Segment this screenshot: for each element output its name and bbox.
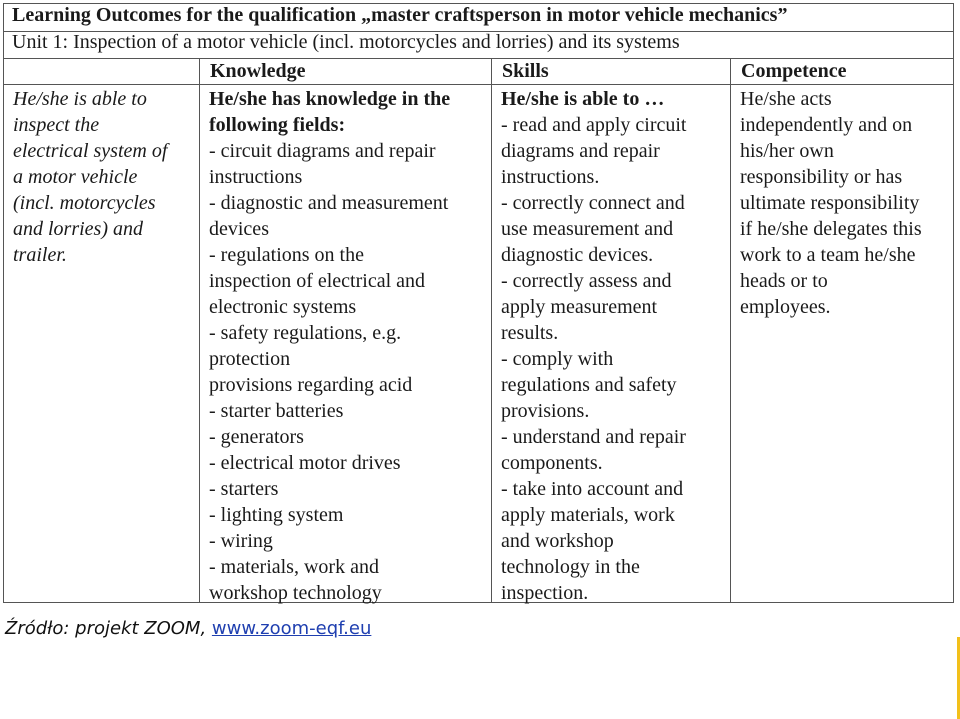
outcome-header	[4, 58, 199, 85]
source-caption	[5, 618, 371, 639]
skills-line: inspection.	[501, 582, 589, 604]
source-label: Źródło: projekt ZOOM,	[5, 618, 212, 639]
outcome-line: trailer.	[13, 244, 67, 266]
skills-line: - take into account and	[501, 478, 684, 500]
competence-line: heads or to	[740, 270, 828, 292]
skills-line: instructions.	[501, 166, 600, 188]
knowledge-line: following fields:	[209, 114, 346, 136]
competence-line: if he/she delegates this	[740, 218, 922, 240]
outcome-column	[4, 58, 200, 602]
skills-line: technology in the	[501, 556, 640, 578]
knowledge-line: - circuit diagrams and repair	[209, 140, 436, 162]
skills-line: apply measurement	[501, 296, 658, 318]
skills-line: diagrams and repair	[501, 140, 660, 162]
competence-line: ultimate responsibility	[740, 192, 920, 214]
knowledge-line: devices	[209, 218, 269, 240]
competence-column	[731, 58, 953, 602]
knowledge-line: inspection of electrical and	[209, 270, 426, 292]
skills-header: Skills	[492, 58, 730, 85]
knowledge-line: - starters	[209, 478, 279, 500]
knowledge-header: Knowledge	[200, 58, 491, 85]
knowledge-line: protection	[209, 348, 291, 370]
outcome-line: electrical system of	[13, 140, 168, 162]
skills-line: - correctly assess and	[501, 270, 672, 292]
skills-line: - read and apply circuit	[501, 114, 687, 136]
outcome-line: and lorries) and	[13, 218, 143, 240]
knowledge-line: - starter batteries	[209, 400, 344, 422]
skills-line: apply materials, work	[501, 504, 675, 526]
knowledge-line: - regulations on the	[209, 244, 364, 266]
skills-line: use measurement and	[501, 218, 674, 240]
knowledge-text	[200, 85, 491, 606]
knowledge-line: - electrical motor drives	[209, 452, 401, 474]
skills-line: - comply with	[501, 348, 614, 370]
competence-text	[731, 85, 953, 320]
outcome-line: He/she is able to	[13, 88, 147, 110]
outcome-line: (incl. motorcycles	[13, 192, 156, 214]
knowledge-line: instructions	[209, 166, 303, 188]
knowledge-column	[200, 58, 492, 602]
skills-line: components.	[501, 452, 603, 474]
knowledge-line: - lighting system	[209, 504, 344, 526]
knowledge-line: electronic systems	[209, 296, 357, 318]
knowledge-line: provisions regarding acid	[209, 374, 413, 396]
knowledge-line: - diagnostic and measurement	[209, 192, 449, 214]
knowledge-line: - safety regulations, e.g.	[209, 322, 402, 344]
source-link[interactable]: www.zoom-eqf.eu	[211, 618, 372, 639]
competence-line: his/her own	[740, 140, 834, 162]
skills-line: and workshop	[501, 530, 614, 552]
outcome-line: a motor vehicle	[13, 166, 138, 188]
knowledge-line: workshop technology	[209, 582, 382, 604]
table-title: Learning Outcomes for the qualification „master craftsperson in motor vehicle mechanics”	[4, 4, 953, 32]
skills-line: regulations and safety	[501, 374, 677, 396]
competence-line: He/she acts	[740, 88, 832, 110]
learning-outcomes-table	[3, 3, 954, 603]
skills-line: - understand and repair	[501, 426, 686, 448]
outcome-text	[4, 85, 199, 268]
knowledge-line: He/she has knowledge in the	[209, 88, 451, 110]
knowledge-line: - materials, work and	[209, 556, 379, 578]
knowledge-line: - wiring	[209, 530, 273, 552]
competence-line: responsibility or has	[740, 166, 903, 188]
knowledge-line: - generators	[209, 426, 304, 448]
competence-line: work to a team he/she	[740, 244, 916, 266]
unit-title: Unit 1: Inspection of a motor vehicle (incl. motorcycles and lorries) and its systems	[4, 31, 953, 59]
skills-line: provisions.	[501, 400, 590, 422]
skills-line: He/she is able to …	[501, 88, 665, 110]
skills-column	[492, 58, 731, 602]
outcome-line: inspect the	[13, 114, 100, 136]
skills-line: - correctly connect and	[501, 192, 685, 214]
skills-line: results.	[501, 322, 559, 344]
competence-header: Competence	[731, 58, 953, 85]
competence-line: employees.	[740, 296, 831, 318]
skills-text	[492, 85, 730, 606]
competence-line: independently and on	[740, 114, 913, 136]
skills-line: diagnostic devices.	[501, 244, 654, 266]
